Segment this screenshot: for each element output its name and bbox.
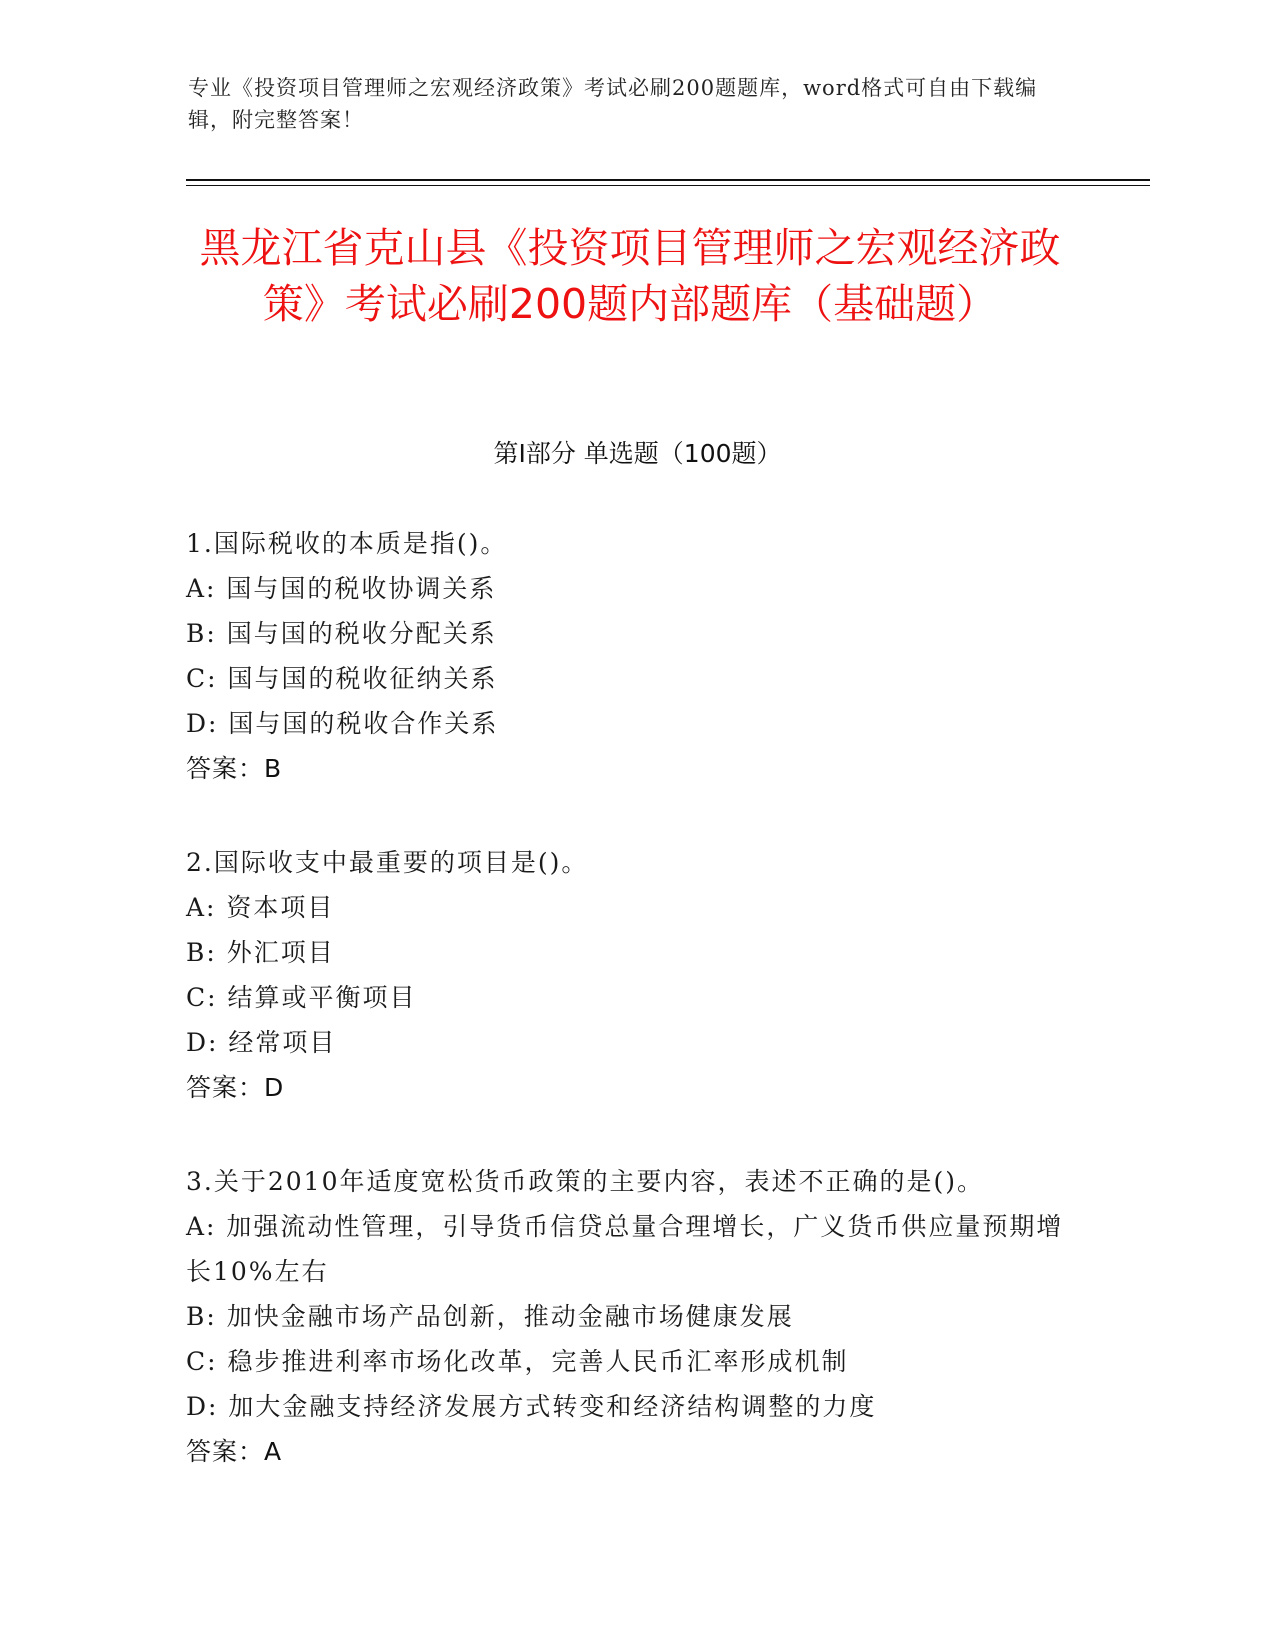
question-2 bbox=[186, 840, 1086, 1110]
option-c: C: 国与国的税收征纳关系 bbox=[186, 664, 498, 693]
header-divider-thick bbox=[186, 179, 1150, 181]
option-c: C: 稳步推进利率市场化改革，完善人民币汇率形成机制 bbox=[186, 1347, 849, 1376]
header-divider-thin bbox=[186, 185, 1150, 186]
option-a: A: 国与国的税收协调关系 bbox=[186, 574, 497, 603]
option-b: B: 国与国的税收分配关系 bbox=[186, 619, 497, 648]
option-d: D: 加大金融支持经济发展方式转变和经济结构调整的力度 bbox=[186, 1392, 877, 1421]
question-1 bbox=[186, 521, 1086, 791]
option-b: B: 外汇项目 bbox=[186, 938, 335, 967]
option-b: B: 加快金融市场产品创新，推动金融市场健康发展 bbox=[186, 1302, 794, 1331]
option-c: C: 结算或平衡项目 bbox=[186, 983, 417, 1012]
option-a: A: 资本项目 bbox=[186, 893, 335, 922]
question-stem: 3.关于2010年适度宽松货币政策的主要内容，表述不正确的是()。 bbox=[186, 1167, 984, 1196]
answer: 答案：D bbox=[186, 1073, 285, 1102]
answer: 答案：A bbox=[186, 1437, 283, 1466]
header-note: 专业《投资项目管理师之宏观经济政策》考试必刷200题题库，word格式可自由下载编辑，附完整答案！ bbox=[188, 76, 1038, 132]
question-stem: 1.国际税收的本质是指()。 bbox=[186, 529, 508, 558]
answer: 答案：B bbox=[186, 754, 283, 783]
question-stem: 2.国际收支中最重要的项目是()。 bbox=[186, 848, 589, 877]
question-list bbox=[186, 521, 1086, 1523]
document-title: 黑龙江省克山县《投资项目管理师之宏观经济政策》考试必刷200题内部题库（基础题） bbox=[199, 224, 1061, 328]
option-d: D: 经常项目 bbox=[186, 1028, 337, 1057]
question-3 bbox=[186, 1159, 1086, 1474]
option-a: A: 加强流动性管理，引导货币信贷总量合理增长，广义货币供应量预期增长10%左右 bbox=[186, 1212, 1064, 1286]
section-title: 第I部分 单选题（100题） bbox=[493, 439, 782, 468]
option-d: D: 国与国的税收合作关系 bbox=[186, 709, 499, 738]
